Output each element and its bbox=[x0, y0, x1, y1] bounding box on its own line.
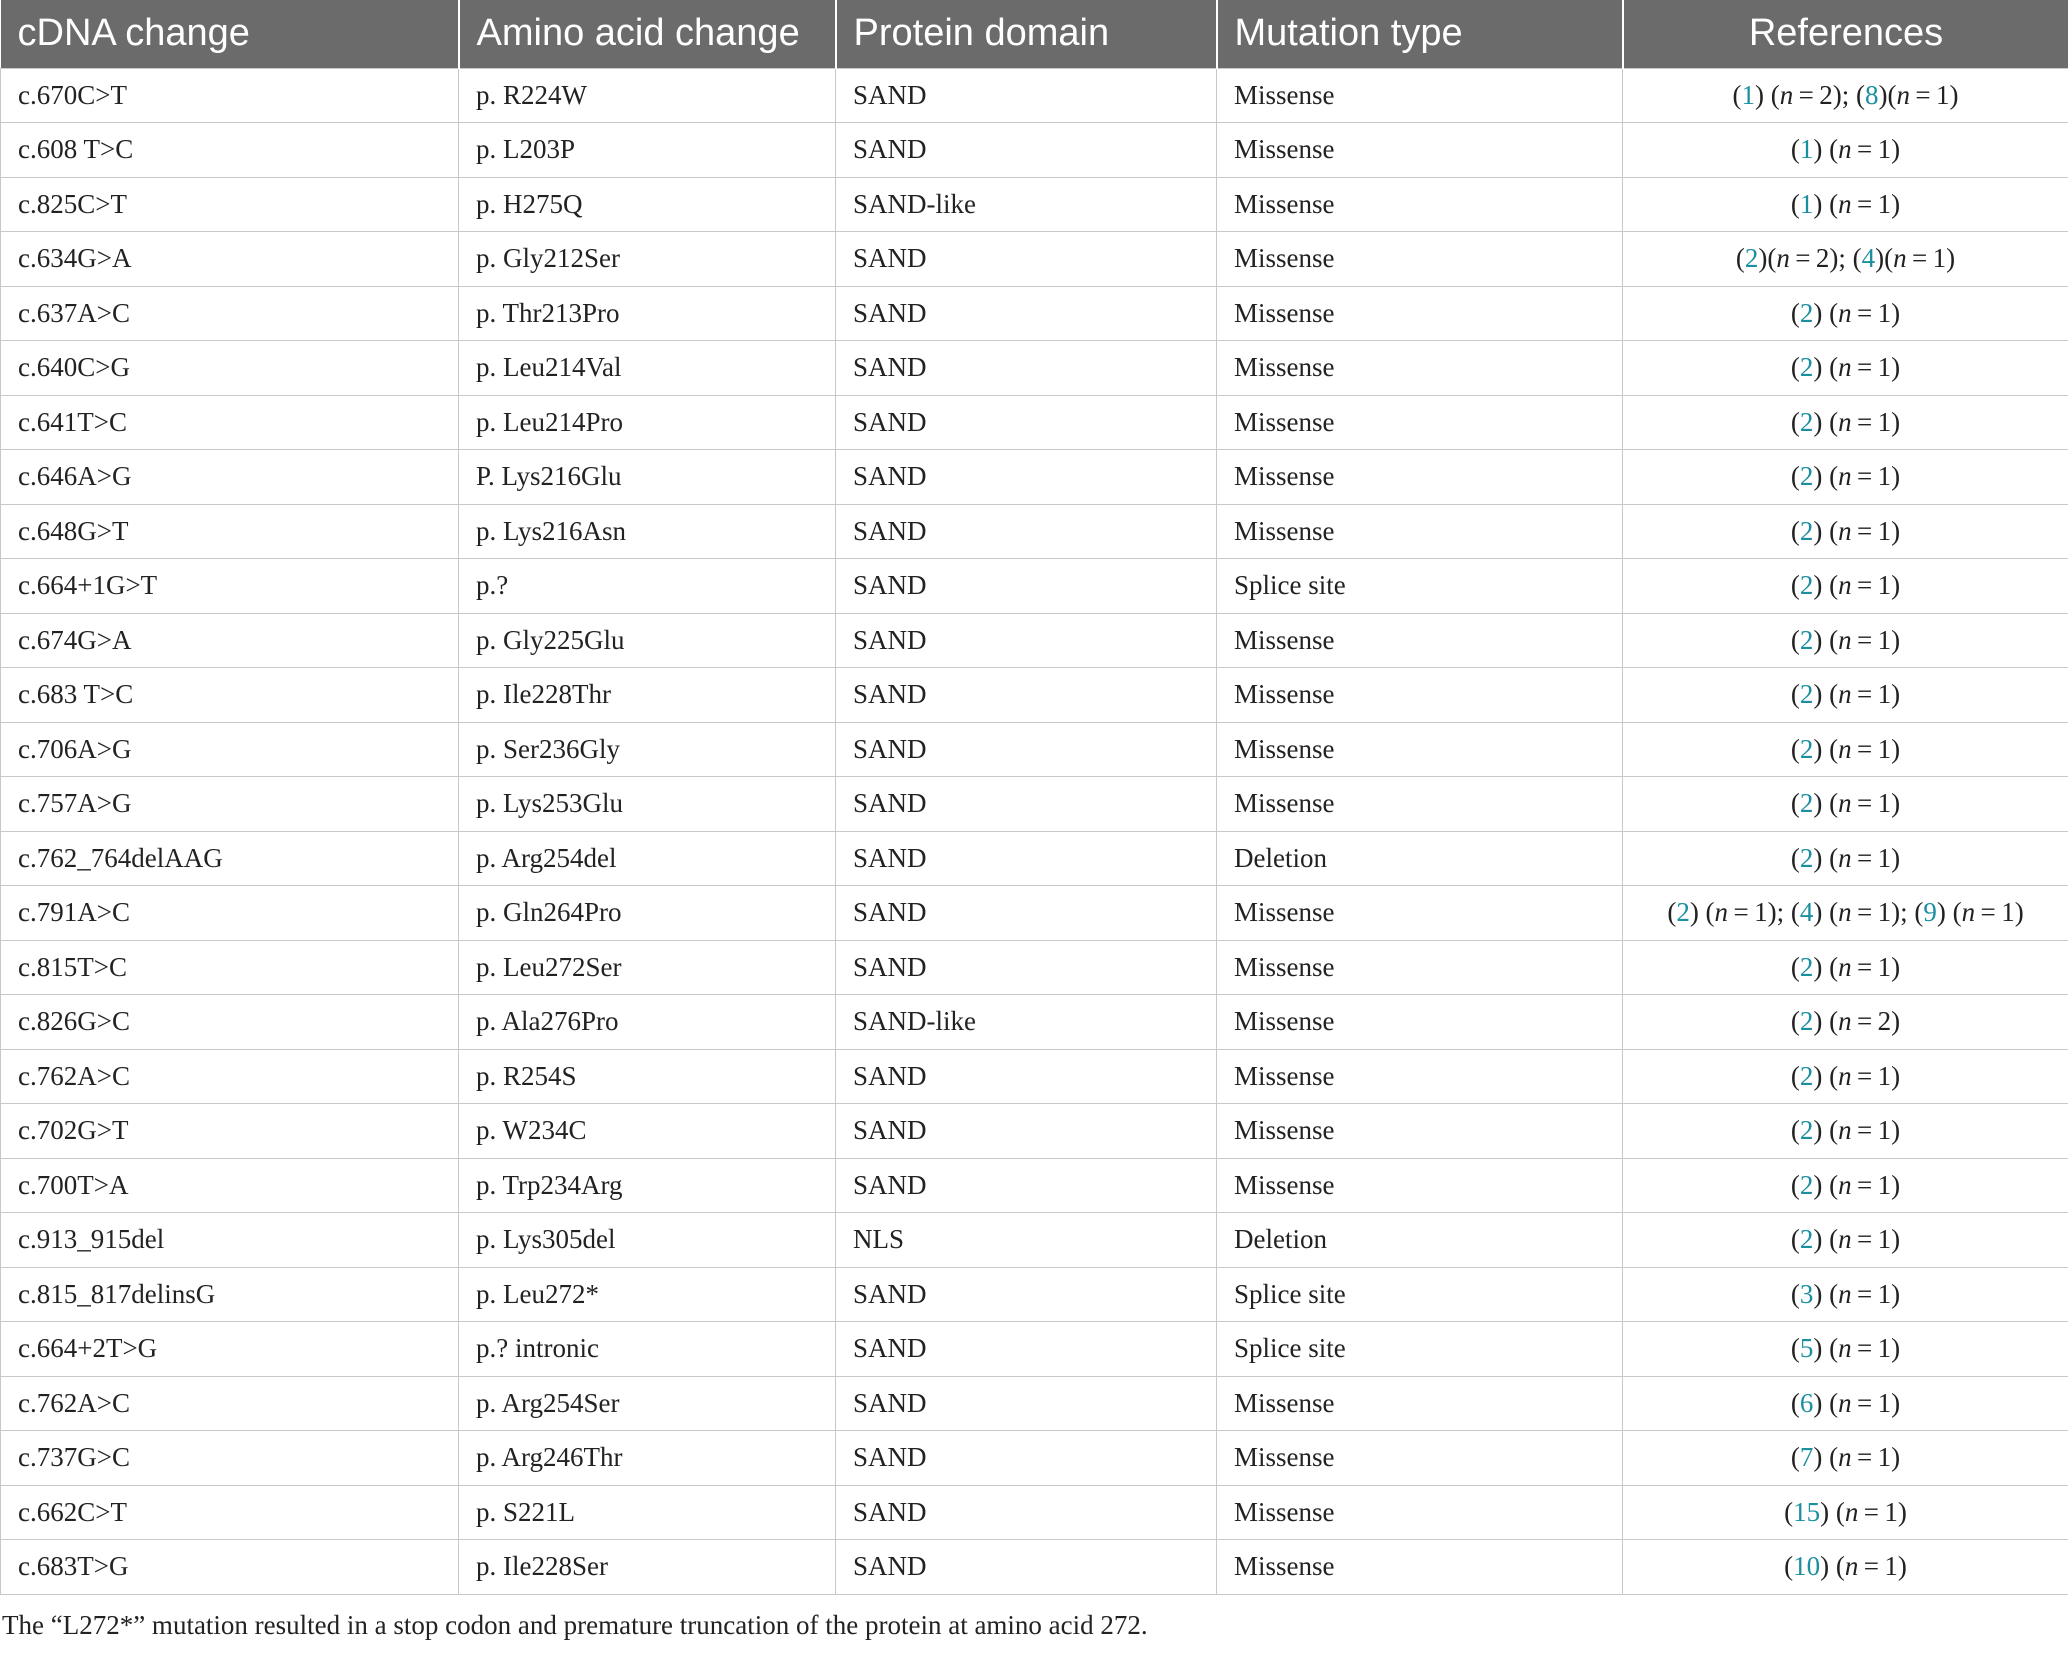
sample-size-symbol: n bbox=[1961, 897, 1976, 928]
reference-link[interactable]: 2 bbox=[1799, 1224, 1814, 1255]
mutation-type-cell: Missense bbox=[1217, 668, 1623, 723]
sample-size-value: 1 bbox=[1932, 243, 1947, 274]
protein-domain-cell: SAND bbox=[836, 286, 1217, 341]
cdna-change-cell: c.637A>C bbox=[1, 286, 459, 341]
cdna-change-cell: c.664+2T>G bbox=[1, 1322, 459, 1377]
sample-size-symbol: n bbox=[1838, 842, 1852, 873]
reference-link[interactable]: 15 bbox=[1793, 1496, 1821, 1527]
sample-size-value: 1 bbox=[1877, 1060, 1892, 1091]
table-row bbox=[1, 1104, 2068, 1159]
cdna-change-cell: c.815_817delinsG bbox=[1, 1267, 459, 1322]
reference-link[interactable]: 2 bbox=[1799, 352, 1814, 383]
sample-size-value: 1 bbox=[1877, 570, 1892, 601]
reference-link[interactable]: 2 bbox=[1799, 406, 1814, 437]
sample-size-value: 1 bbox=[1936, 79, 1950, 110]
amino-acid-change-cell: p. Trp234Arg bbox=[459, 1158, 836, 1213]
sample-size-symbol: n bbox=[1838, 951, 1852, 982]
sample-size-symbol: n bbox=[1838, 897, 1852, 928]
protein-domain-cell: SAND bbox=[836, 68, 1217, 123]
mutation-type-cell: Missense bbox=[1217, 940, 1623, 995]
sample-size-value: 1 bbox=[1877, 352, 1892, 383]
sample-size-symbol: n bbox=[1838, 515, 1852, 546]
references-cell: (2) (n = 1) bbox=[1623, 395, 2068, 450]
amino-acid-change-cell: p. Gln264Pro bbox=[459, 886, 836, 941]
table-row bbox=[1, 1158, 2068, 1213]
references-cell: (7) (n = 1) bbox=[1623, 1431, 2068, 1486]
references-cell: (2) (n = 1) bbox=[1623, 1049, 2068, 1104]
cdna-change-cell: c.826G>C bbox=[1, 995, 459, 1050]
protein-domain-cell: SAND bbox=[836, 395, 1217, 450]
amino-acid-change-cell: p. Ile228Ser bbox=[459, 1540, 836, 1595]
reference-link[interactable]: 2 bbox=[1799, 842, 1814, 873]
reference-link[interactable]: 6 bbox=[1799, 1387, 1814, 1418]
cdna-change-cell: c.762A>C bbox=[1, 1376, 459, 1431]
reference-link[interactable]: 10 bbox=[1793, 1551, 1821, 1582]
header-references: References bbox=[1623, 0, 2068, 68]
table-body bbox=[1, 68, 2068, 1594]
reference-link[interactable]: 2 bbox=[1799, 515, 1814, 546]
reference-link[interactable]: 2 bbox=[1676, 897, 1690, 928]
cdna-change-cell: c.913_915del bbox=[1, 1213, 459, 1268]
mutation-type-cell: Missense bbox=[1217, 613, 1623, 668]
table-row bbox=[1, 1322, 2068, 1377]
sample-size-value: 1 bbox=[1877, 624, 1892, 655]
references-cell: (1) (n = 1) bbox=[1623, 177, 2068, 232]
amino-acid-change-cell: p. Leu214Pro bbox=[459, 395, 836, 450]
sample-size-symbol: n bbox=[1838, 461, 1852, 492]
sample-size-symbol: n bbox=[1838, 1442, 1852, 1473]
sample-size-symbol: n bbox=[1838, 1060, 1852, 1091]
references-cell: (2) (n = 1); (4) (n = 1); (9) (n = 1) bbox=[1623, 886, 2068, 941]
table-row bbox=[1, 1485, 2068, 1540]
protein-domain-cell: SAND bbox=[836, 940, 1217, 995]
reference-link[interactable]: 2 bbox=[1799, 733, 1814, 764]
protein-domain-cell: SAND bbox=[836, 450, 1217, 505]
amino-acid-change-cell: p. Ala276Pro bbox=[459, 995, 836, 1050]
table-row bbox=[1, 1267, 2068, 1322]
sample-size-symbol: n bbox=[1838, 297, 1852, 328]
protein-domain-cell: NLS bbox=[836, 1213, 1217, 1268]
reference-link[interactable]: 8 bbox=[1865, 79, 1879, 110]
cdna-change-cell: c.762_764delAAG bbox=[1, 831, 459, 886]
amino-acid-change-cell: p.? bbox=[459, 559, 836, 614]
table-row bbox=[1, 68, 2068, 123]
protein-domain-cell: SAND bbox=[836, 1485, 1217, 1540]
sample-size-symbol: n bbox=[1838, 1224, 1852, 1255]
sample-size-value: 1 bbox=[1884, 1496, 1898, 1527]
cdna-change-cell: c.608 T>C bbox=[1, 123, 459, 178]
amino-acid-change-cell: p. Gly212Ser bbox=[459, 232, 836, 287]
sample-size-value: 1 bbox=[1877, 515, 1892, 546]
mutation-type-cell: Missense bbox=[1217, 1540, 1623, 1595]
sample-size-value: 1 bbox=[1877, 733, 1892, 764]
sample-size-symbol: n bbox=[1838, 788, 1852, 819]
header-mutation-type: Mutation type bbox=[1217, 0, 1623, 68]
cdna-change-cell: c.825C>T bbox=[1, 177, 459, 232]
sample-size-symbol: n bbox=[1838, 1333, 1852, 1364]
mutation-type-cell: Missense bbox=[1217, 504, 1623, 559]
header-cdna-change: cDNA change bbox=[1, 0, 459, 68]
sample-size-symbol: n bbox=[1838, 1278, 1852, 1309]
reference-link[interactable]: 3 bbox=[1799, 1278, 1814, 1309]
mutation-type-cell: Splice site bbox=[1217, 1322, 1623, 1377]
amino-acid-change-cell: p. Ile228Thr bbox=[459, 668, 836, 723]
sample-size-symbol: n bbox=[1838, 352, 1852, 383]
sample-size-value: 1 bbox=[1877, 134, 1892, 165]
table-row bbox=[1, 286, 2068, 341]
protein-domain-cell: SAND bbox=[836, 1540, 1217, 1595]
mutation-type-cell: Missense bbox=[1217, 450, 1623, 505]
table-row bbox=[1, 123, 2068, 178]
reference-link[interactable]: 2 bbox=[1799, 951, 1814, 982]
sample-size-symbol: n bbox=[1838, 733, 1852, 764]
header-amino-acid-change: Amino acid change bbox=[459, 0, 836, 68]
references-cell: (2) (n = 1) bbox=[1623, 1213, 2068, 1268]
protein-domain-cell: SAND bbox=[836, 1431, 1217, 1486]
amino-acid-change-cell: p. Arg254Ser bbox=[459, 1376, 836, 1431]
references-cell: (15) (n = 1) bbox=[1623, 1485, 2068, 1540]
sample-size-value: 1 bbox=[1877, 1442, 1892, 1473]
sample-size-symbol: n bbox=[1838, 1115, 1852, 1146]
references-cell: (2)(n = 2); (4)(n = 1) bbox=[1623, 232, 2068, 287]
amino-acid-change-cell: p. Arg246Thr bbox=[459, 1431, 836, 1486]
sample-size-value: 2 bbox=[1819, 79, 1833, 110]
references-cell: (2) (n = 1) bbox=[1623, 777, 2068, 832]
mutation-type-cell: Missense bbox=[1217, 1431, 1623, 1486]
cdna-change-cell: c.757A>G bbox=[1, 777, 459, 832]
reference-link[interactable]: 2 bbox=[1799, 297, 1814, 328]
protein-domain-cell: SAND bbox=[836, 886, 1217, 941]
references-cell: (10) (n = 1) bbox=[1623, 1540, 2068, 1595]
cdna-change-cell: c.683T>G bbox=[1, 1540, 459, 1595]
amino-acid-change-cell: p. Lys253Glu bbox=[459, 777, 836, 832]
reference-link[interactable]: 2 bbox=[1799, 570, 1814, 601]
table-row bbox=[1, 886, 2068, 941]
cdna-change-cell: c.702G>T bbox=[1, 1104, 459, 1159]
protein-domain-cell: SAND bbox=[836, 722, 1217, 777]
table-row bbox=[1, 1376, 2068, 1431]
table-row bbox=[1, 613, 2068, 668]
table-row bbox=[1, 777, 2068, 832]
reference-link[interactable]: 2 bbox=[1799, 624, 1814, 655]
protein-domain-cell: SAND bbox=[836, 613, 1217, 668]
sample-size-symbol: n bbox=[1896, 79, 1910, 110]
mutation-type-cell: Missense bbox=[1217, 722, 1623, 777]
amino-acid-change-cell: p. R224W bbox=[459, 68, 836, 123]
mutation-type-cell: Missense bbox=[1217, 1104, 1623, 1159]
references-cell: (1) (n = 1) bbox=[1623, 123, 2068, 178]
sample-size-value: 1 bbox=[1877, 1387, 1892, 1418]
table-row bbox=[1, 504, 2068, 559]
mutation-type-cell: Splice site bbox=[1217, 1267, 1623, 1322]
amino-acid-change-cell: p. Arg254del bbox=[459, 831, 836, 886]
reference-link[interactable]: 1 bbox=[1741, 79, 1755, 110]
mutation-type-cell: Missense bbox=[1217, 341, 1623, 396]
cdna-change-cell: c.648G>T bbox=[1, 504, 459, 559]
mutation-type-cell: Deletion bbox=[1217, 831, 1623, 886]
sample-size-value: 1 bbox=[1877, 1278, 1892, 1309]
cdna-change-cell: c.640C>G bbox=[1, 341, 459, 396]
protein-domain-cell: SAND bbox=[836, 1049, 1217, 1104]
sample-size-value: 1 bbox=[1877, 897, 1892, 928]
cdna-change-cell: c.737G>C bbox=[1, 1431, 459, 1486]
protein-domain-cell: SAND-like bbox=[836, 995, 1217, 1050]
mutation-type-cell: Missense bbox=[1217, 777, 1623, 832]
cdna-change-cell: c.700T>A bbox=[1, 1158, 459, 1213]
amino-acid-change-cell: p. Lys305del bbox=[459, 1213, 836, 1268]
table-row bbox=[1, 341, 2068, 396]
sample-size-symbol: n bbox=[1838, 134, 1852, 165]
protein-domain-cell: SAND bbox=[836, 1322, 1217, 1377]
mutation-type-cell: Missense bbox=[1217, 286, 1623, 341]
sample-size-value: 2 bbox=[1877, 1006, 1892, 1037]
cdna-change-cell: c.646A>G bbox=[1, 450, 459, 505]
amino-acid-change-cell: p. Lys216Asn bbox=[459, 504, 836, 559]
sample-size-value: 1 bbox=[1884, 1551, 1898, 1582]
references-cell: (2) (n = 1) bbox=[1623, 504, 2068, 559]
mutation-type-cell: Missense bbox=[1217, 1376, 1623, 1431]
table-row bbox=[1, 940, 2068, 995]
sample-size-symbol: n bbox=[1838, 188, 1852, 219]
mutation-type-cell: Missense bbox=[1217, 886, 1623, 941]
mutation-type-cell: Deletion bbox=[1217, 1213, 1623, 1268]
sample-size-value: 1 bbox=[1877, 406, 1892, 437]
table-row bbox=[1, 395, 2068, 450]
reference-link[interactable]: 2 bbox=[1799, 1115, 1814, 1146]
amino-acid-change-cell: P. Lys216Glu bbox=[459, 450, 836, 505]
amino-acid-change-cell: p.? intronic bbox=[459, 1322, 836, 1377]
sample-size-value: 1 bbox=[1877, 461, 1892, 492]
references-cell: (5) (n = 1) bbox=[1623, 1322, 2068, 1377]
sample-size-symbol: n bbox=[1776, 243, 1790, 274]
mutation-type-cell: Splice site bbox=[1217, 559, 1623, 614]
table-row bbox=[1, 1431, 2068, 1486]
protein-domain-cell: SAND bbox=[836, 341, 1217, 396]
references-cell: (2) (n = 1) bbox=[1623, 559, 2068, 614]
mutation-type-cell: Missense bbox=[1217, 123, 1623, 178]
amino-acid-change-cell: p. W234C bbox=[459, 1104, 836, 1159]
sample-size-value: 1 bbox=[2001, 897, 2015, 928]
sample-size-symbol: n bbox=[1844, 1496, 1859, 1527]
cdna-change-cell: c.641T>C bbox=[1, 395, 459, 450]
table-row bbox=[1, 450, 2068, 505]
sample-size-symbol: n bbox=[1838, 1169, 1852, 1200]
protein-domain-cell: SAND bbox=[836, 123, 1217, 178]
reference-link[interactable]: 2 bbox=[1799, 461, 1814, 492]
mutation-type-cell: Missense bbox=[1217, 177, 1623, 232]
protein-domain-cell: SAND bbox=[836, 668, 1217, 723]
reference-link[interactable]: 2 bbox=[1799, 679, 1814, 710]
sample-size-value: 1 bbox=[1877, 951, 1892, 982]
table-row bbox=[1, 1540, 2068, 1595]
sample-size-value: 1 bbox=[1877, 1169, 1892, 1200]
sample-size-symbol: n bbox=[1838, 679, 1852, 710]
protein-domain-cell: SAND bbox=[836, 831, 1217, 886]
protein-domain-cell: SAND bbox=[836, 777, 1217, 832]
amino-acid-change-cell: p. Leu272Ser bbox=[459, 940, 836, 995]
references-cell: (2) (n = 1) bbox=[1623, 722, 2068, 777]
sample-size-symbol: n bbox=[1838, 1387, 1852, 1418]
mutation-type-cell: Missense bbox=[1217, 68, 1623, 123]
reference-link[interactable]: 2 bbox=[1744, 243, 1759, 274]
references-cell: (2) (n = 2) bbox=[1623, 995, 2068, 1050]
references-cell: (2) (n = 1) bbox=[1623, 286, 2068, 341]
cdna-change-cell: c.815T>C bbox=[1, 940, 459, 995]
reference-link[interactable]: 1 bbox=[1799, 188, 1814, 219]
table-row bbox=[1, 668, 2068, 723]
sample-size-value: 1 bbox=[1877, 1115, 1892, 1146]
sample-size-symbol: n bbox=[1779, 79, 1794, 110]
amino-acid-change-cell: p. Ser236Gly bbox=[459, 722, 836, 777]
table-row bbox=[1, 177, 2068, 232]
amino-acid-change-cell: p. Leu214Val bbox=[459, 341, 836, 396]
references-cell: (6) (n = 1) bbox=[1623, 1376, 2068, 1431]
reference-link[interactable]: 1 bbox=[1799, 134, 1814, 165]
sample-size-value: 1 bbox=[1877, 1333, 1892, 1364]
mutation-type-cell: Missense bbox=[1217, 1485, 1623, 1540]
references-cell: (2) (n = 1) bbox=[1623, 1158, 2068, 1213]
table-row bbox=[1, 1213, 2068, 1268]
cdna-change-cell: c.664+1G>T bbox=[1, 559, 459, 614]
references-cell: (1) (n = 2); (8)(n = 1) bbox=[1623, 68, 2068, 123]
amino-acid-change-cell: p. Gly225Glu bbox=[459, 613, 836, 668]
sample-size-value: 2 bbox=[1815, 243, 1830, 274]
mutation-type-cell: Missense bbox=[1217, 232, 1623, 287]
amino-acid-change-cell: p. R254S bbox=[459, 1049, 836, 1104]
mutation-type-cell: Missense bbox=[1217, 1158, 1623, 1213]
mutation-type-cell: Missense bbox=[1217, 1049, 1623, 1104]
references-cell: (3) (n = 1) bbox=[1623, 1267, 2068, 1322]
protein-domain-cell: SAND bbox=[836, 504, 1217, 559]
sample-size-symbol: n bbox=[1838, 570, 1852, 601]
sample-size-symbol: n bbox=[1714, 897, 1729, 928]
references-cell: (2) (n = 1) bbox=[1623, 1104, 2068, 1159]
reference-link[interactable]: 9 bbox=[1923, 897, 1937, 928]
cdna-change-cell: c.791A>C bbox=[1, 886, 459, 941]
table-row bbox=[1, 995, 2068, 1050]
sample-size-value: 1 bbox=[1877, 1224, 1892, 1255]
table-footnote: The “L272*” mutation resulted in a stop codon and premature truncation of the protein at amino acid 272. bbox=[2, 1610, 1148, 1640]
protein-domain-cell: SAND bbox=[836, 232, 1217, 287]
sample-size-value: 1 bbox=[1877, 297, 1892, 328]
references-cell: (2) (n = 1) bbox=[1623, 450, 2068, 505]
table-row bbox=[1, 722, 2068, 777]
reference-link[interactable]: 5 bbox=[1799, 1333, 1814, 1364]
table-header-row bbox=[1, 0, 2068, 68]
cdna-change-cell: c.670C>T bbox=[1, 68, 459, 123]
protein-domain-cell: SAND bbox=[836, 1376, 1217, 1431]
cdna-change-cell: c.706A>G bbox=[1, 722, 459, 777]
mutation-type-cell: Missense bbox=[1217, 995, 1623, 1050]
sample-size-symbol: n bbox=[1838, 624, 1852, 655]
amino-acid-change-cell: p. L203P bbox=[459, 123, 836, 178]
references-cell: (2) (n = 1) bbox=[1623, 668, 2068, 723]
amino-acid-change-cell: p. H275Q bbox=[459, 177, 836, 232]
protein-domain-cell: SAND bbox=[836, 559, 1217, 614]
header-protein-domain: Protein domain bbox=[836, 0, 1217, 68]
references-cell: (2) (n = 1) bbox=[1623, 831, 2068, 886]
reference-link[interactable]: 2 bbox=[1799, 1169, 1814, 1200]
reference-link[interactable]: 7 bbox=[1799, 1442, 1814, 1473]
amino-acid-change-cell: p. Leu272* bbox=[459, 1267, 836, 1322]
references-cell: (2) (n = 1) bbox=[1623, 940, 2068, 995]
reference-link[interactable]: 2 bbox=[1799, 1006, 1814, 1037]
protein-domain-cell: SAND bbox=[836, 1158, 1217, 1213]
cdna-change-cell: c.674G>A bbox=[1, 613, 459, 668]
sample-size-value: 1 bbox=[1877, 842, 1892, 873]
sample-size-symbol: n bbox=[1893, 243, 1907, 274]
reference-link[interactable]: 4 bbox=[1799, 897, 1814, 928]
cdna-change-cell: c.634G>A bbox=[1, 232, 459, 287]
reference-link[interactable]: 4 bbox=[1861, 243, 1876, 274]
sample-size-symbol: n bbox=[1838, 1006, 1852, 1037]
table-row bbox=[1, 1049, 2068, 1104]
sample-size-value: 1 bbox=[1754, 897, 1768, 928]
cdna-change-cell: c.683 T>C bbox=[1, 668, 459, 723]
mutation-type-cell: Missense bbox=[1217, 395, 1623, 450]
sample-size-symbol: n bbox=[1838, 406, 1852, 437]
reference-link[interactable]: 2 bbox=[1799, 1060, 1814, 1091]
sample-size-symbol: n bbox=[1844, 1551, 1859, 1582]
amino-acid-change-cell: p. S221L bbox=[459, 1485, 836, 1540]
references-cell: (2) (n = 1) bbox=[1623, 613, 2068, 668]
protein-domain-cell: SAND-like bbox=[836, 177, 1217, 232]
table-row bbox=[1, 559, 2068, 614]
cdna-change-cell: c.762A>C bbox=[1, 1049, 459, 1104]
sample-size-value: 1 bbox=[1877, 788, 1892, 819]
references-cell: (2) (n = 1) bbox=[1623, 341, 2068, 396]
protein-domain-cell: SAND bbox=[836, 1267, 1217, 1322]
protein-domain-cell: SAND bbox=[836, 1104, 1217, 1159]
cdna-change-cell: c.662C>T bbox=[1, 1485, 459, 1540]
sample-size-value: 1 bbox=[1877, 188, 1892, 219]
table-row bbox=[1, 831, 2068, 886]
table-row bbox=[1, 232, 2068, 287]
reference-link[interactable]: 2 bbox=[1799, 788, 1814, 819]
sample-size-value: 1 bbox=[1877, 679, 1892, 710]
amino-acid-change-cell: p. Thr213Pro bbox=[459, 286, 836, 341]
